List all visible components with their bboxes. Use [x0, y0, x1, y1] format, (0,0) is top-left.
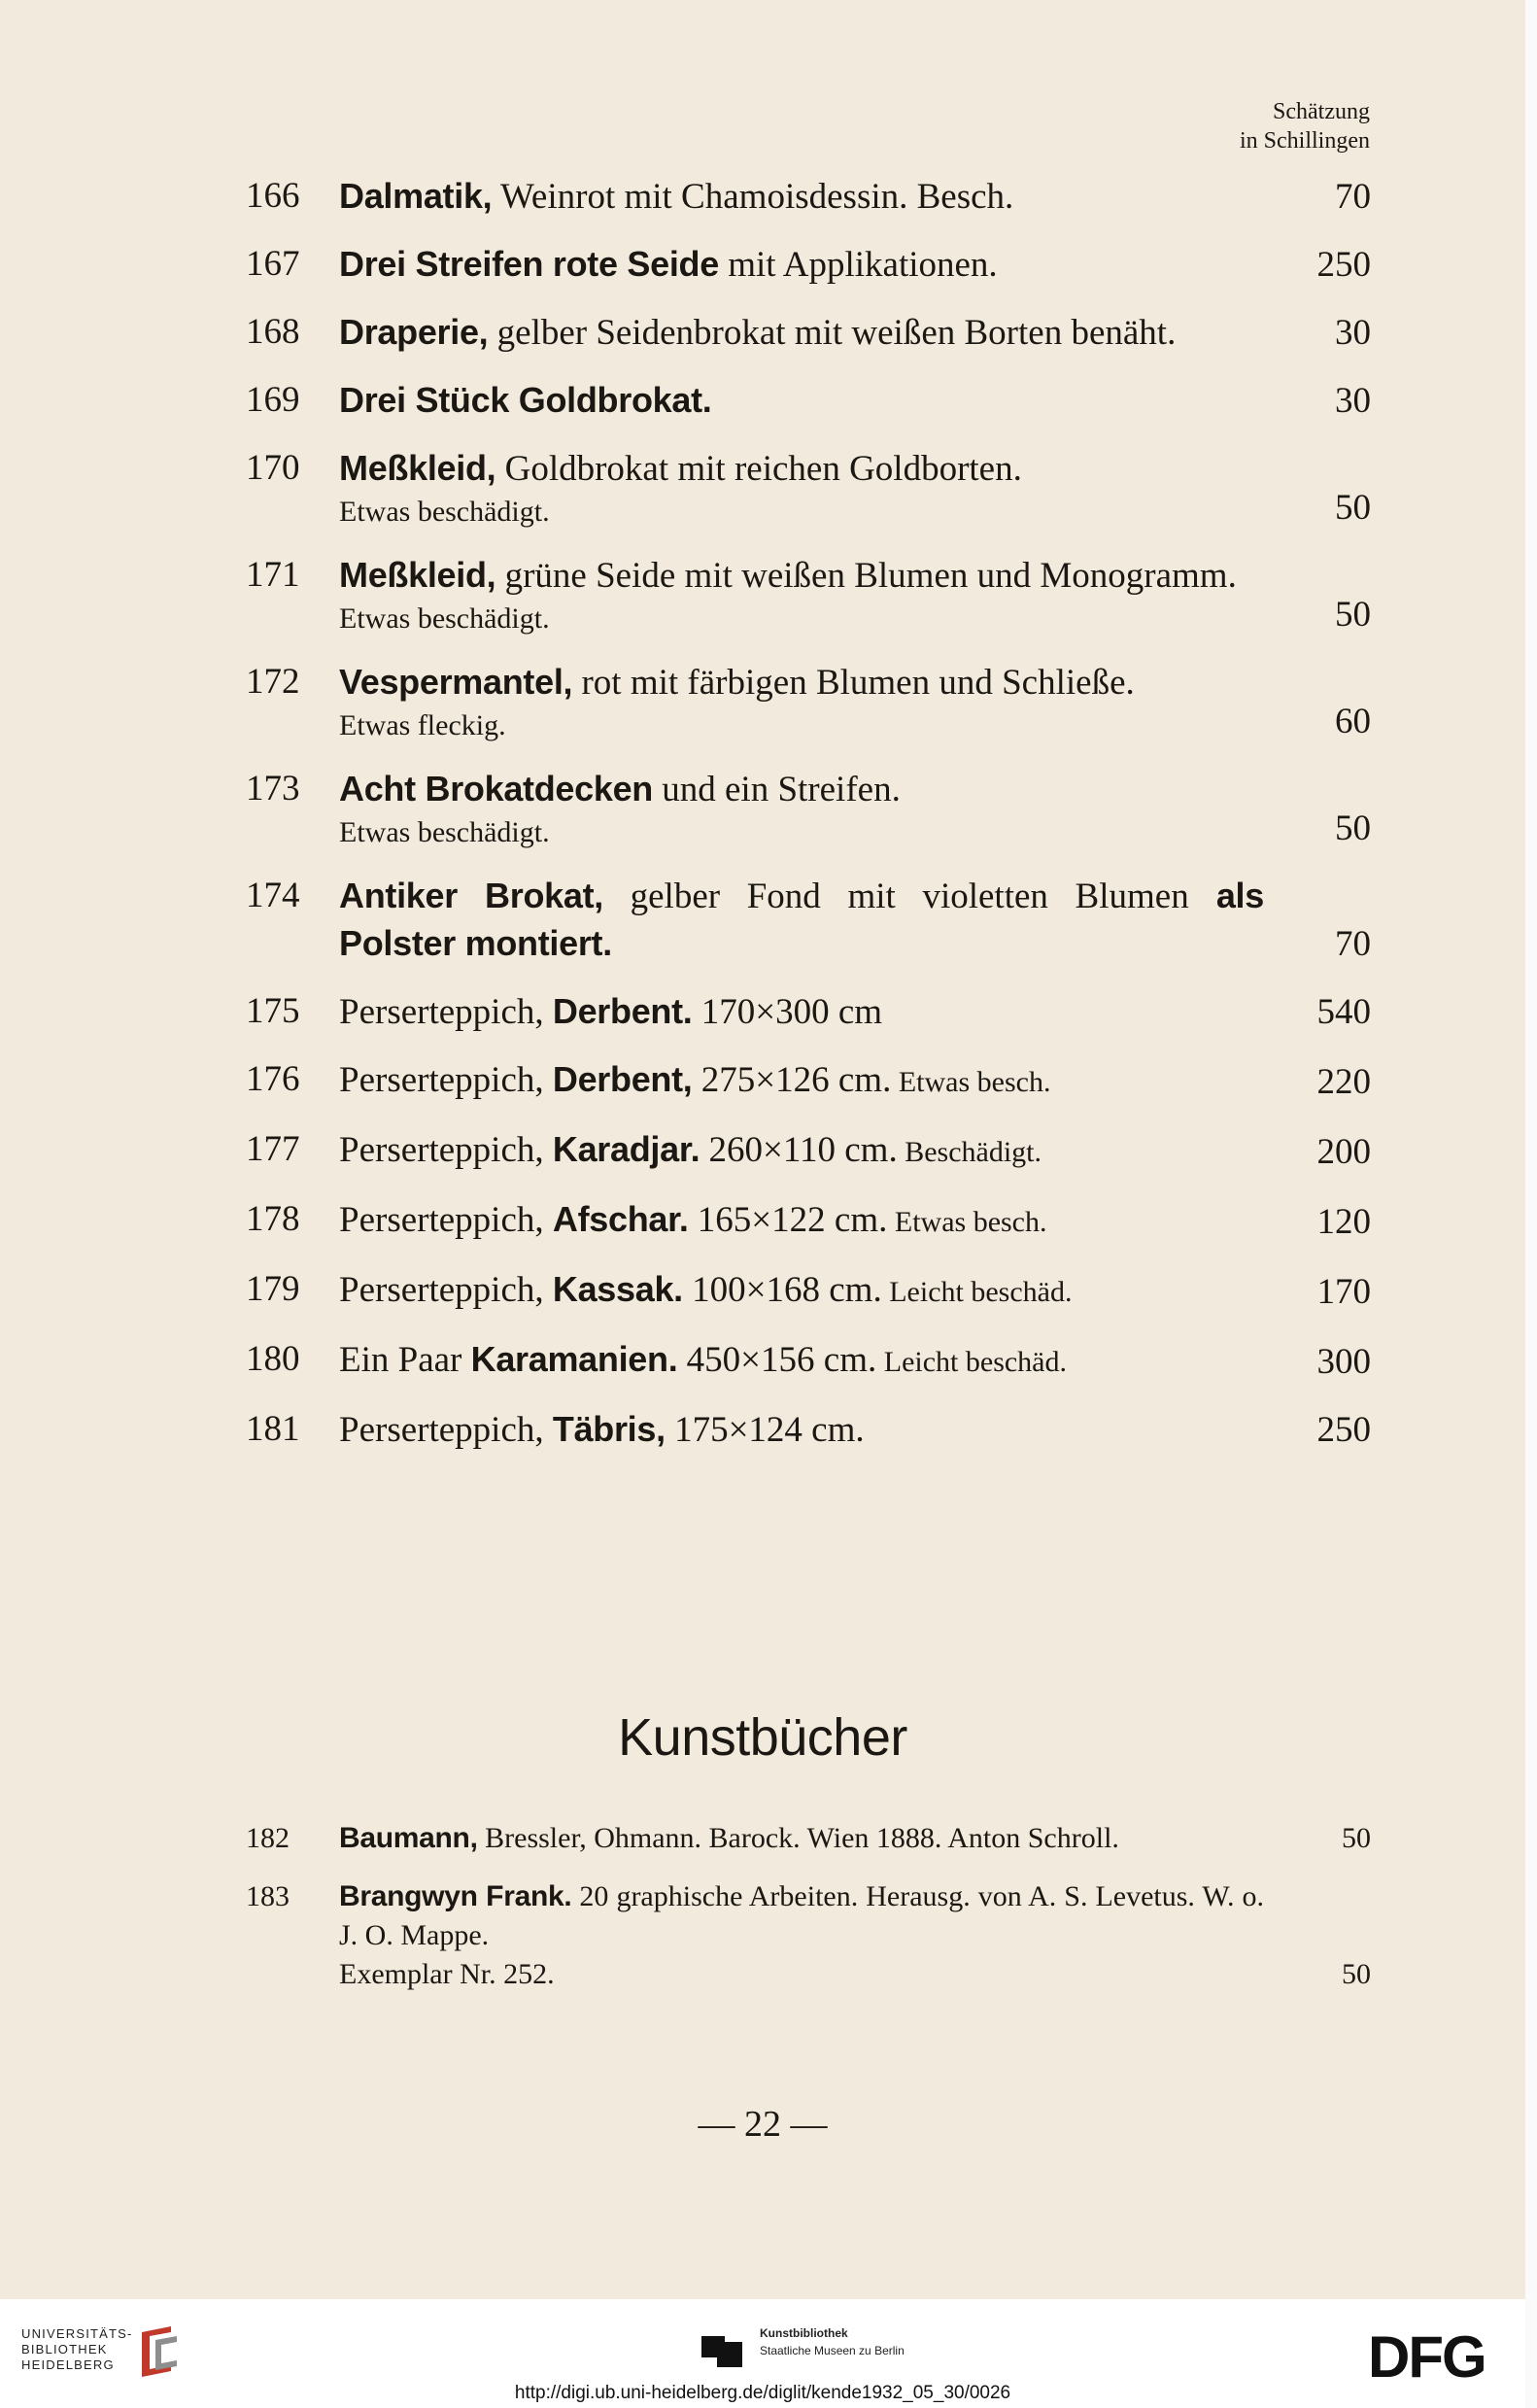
scan-margin: [1525, 0, 1537, 2408]
description-bold: Derbent.: [552, 991, 693, 1031]
permalink-url[interactable]: http://digi.ub.uni-heidelberg.de/diglit/kende1932_05_30/0026: [514, 2383, 1011, 2403]
estimate-price: 50: [1342, 1822, 1371, 1854]
estimate-header-line2: in Schillingen: [1240, 128, 1370, 154]
lot-entry: [246, 1126, 1371, 1176]
footer-bar: [0, 2299, 1525, 2408]
lot-number: 169: [246, 380, 300, 420]
uni-line-1: UNIVERSITÄTS-: [21, 2326, 133, 2341]
estimate-price: 220: [1316, 1062, 1371, 1102]
description-bold: Drei Stück Goldbrokat.: [339, 380, 712, 420]
description-bold: Täbris,: [552, 1409, 666, 1449]
condition-note: Exemplar Nr. 252.: [339, 1958, 555, 1990]
lot-number: 175: [246, 991, 300, 1031]
description-rest: gelber Fond mit violetten Blumen: [602, 877, 1189, 916]
lot-number: 170: [246, 448, 300, 488]
description-bold: Kassak.: [552, 1269, 683, 1309]
estimate-price: 50: [1335, 488, 1371, 528]
description-bold: Karamanien.: [470, 1339, 678, 1379]
lot-entry: [246, 445, 1371, 532]
lot-number: 167: [246, 244, 300, 284]
lot-number: 180: [246, 1339, 300, 1379]
estimate-price: 540: [1316, 992, 1371, 1032]
condition-note: Etwas beschädigt.: [339, 602, 550, 635]
description-rest: 165×122 cm.: [688, 1200, 888, 1240]
lot-number: 168: [246, 312, 300, 352]
lot-description: [339, 309, 1264, 357]
estimate-price: 120: [1316, 1202, 1371, 1242]
book-entry: [246, 1877, 1371, 1994]
description-rest: rot mit färbigen Blumen und Schließe.: [572, 663, 1135, 703]
estimate-price: 250: [1316, 245, 1371, 285]
description-pre: Perserteppich,: [339, 1410, 553, 1450]
lot-description: [339, 445, 1264, 532]
kunstbibliothek-logo-icon: [701, 2328, 742, 2367]
lot-description: [339, 1266, 1264, 1316]
lot-description: [339, 1877, 1264, 1994]
lot-number: 173: [246, 769, 300, 808]
description-small: Beschädigt.: [897, 1136, 1042, 1168]
estimate-price: 30: [1335, 381, 1371, 421]
description-rest: mit Applikationen.: [718, 245, 998, 285]
description-bold: Acht Brokatdecken: [339, 769, 653, 808]
description-rest: 170×300 cm: [692, 992, 883, 1032]
lot-number: 172: [246, 662, 300, 702]
description-bold: Afschar.: [552, 1199, 689, 1239]
lot-number: 182: [246, 1822, 290, 1854]
lot-entry: [246, 988, 1371, 1036]
lot-description: [339, 1406, 1264, 1454]
lot-description: [339, 766, 1264, 852]
description-small: Etwas besch.: [891, 1066, 1051, 1098]
condition-note: Etwas beschädigt.: [339, 496, 550, 528]
description-bold: Karadjar.: [552, 1129, 700, 1169]
description-bold: Draperie,: [339, 312, 489, 352]
book-list: [246, 1819, 1371, 2013]
estimate-price: 170: [1316, 1272, 1371, 1312]
lot-description: [339, 873, 1264, 968]
lot-description: [339, 1819, 1264, 1858]
uni-line-2: BIBLIOTHEK: [21, 2342, 108, 2356]
lot-number: 176: [246, 1059, 300, 1099]
lot-entry: [246, 1336, 1371, 1386]
condition-note: Etwas beschädigt.: [339, 816, 550, 848]
lot-description: [339, 659, 1264, 745]
lot-entry: [246, 659, 1371, 745]
lot-number: 174: [246, 876, 300, 915]
lot-number: 171: [246, 555, 300, 595]
description-rest: 450×156 cm.: [677, 1340, 877, 1380]
lot-description: [339, 988, 1264, 1036]
lot-description: [339, 1056, 1264, 1106]
estimate-price: 200: [1316, 1132, 1371, 1172]
book-entry: [246, 1819, 1371, 1858]
description-pre: Perserteppich,: [339, 1060, 553, 1100]
description-rest: und ein Streifen.: [653, 770, 901, 809]
lot-number: 179: [246, 1269, 300, 1309]
description-pre: Perserteppich,: [339, 1130, 553, 1170]
description-pre: Perserteppich,: [339, 992, 553, 1032]
lot-list: [246, 173, 1371, 1474]
lot-entry: [246, 1406, 1371, 1454]
dfg-logo: DFG: [1368, 2324, 1486, 2390]
description-bold: Antiker Brokat,: [339, 876, 603, 915]
lot-entry: [246, 766, 1371, 852]
description-rest: grüne Seide mit weißen Blumen und Monogramm.: [495, 556, 1237, 596]
lot-entry: [246, 377, 1371, 425]
description-bold: Meßkleid,: [339, 555, 496, 595]
description-pre: Perserteppich,: [339, 1270, 553, 1310]
description-rest: Goldbrokat mit reichen Goldborten.: [495, 449, 1022, 489]
uni-line-3: HEIDELBERG: [21, 2357, 115, 2372]
lot-entry: [246, 873, 1371, 968]
lot-number: 178: [246, 1199, 300, 1239]
description-rest: 260×110 cm.: [700, 1130, 898, 1170]
description-small: Leicht beschäd.: [881, 1276, 1073, 1308]
estimate-header: [1240, 97, 1370, 155]
description-bold: Vespermantel,: [339, 662, 573, 702]
description-rest: 20 graphische Arbeiten. Herausg. von A. S. Levetus. W. o. J. O. Mappe.: [339, 1880, 1264, 1951]
lot-description: [339, 1126, 1264, 1176]
lot-entry: [246, 241, 1371, 289]
lot-entry: [246, 1056, 1371, 1106]
lot-number: 181: [246, 1409, 300, 1449]
description-rest: 175×124 cm.: [665, 1410, 865, 1450]
description-rest: 100×168 cm.: [682, 1270, 882, 1310]
description-bold: Drei Streifen rote Seide: [339, 244, 719, 284]
description-rest: Bressler, Ohmann. Barock. Wien 1888. Anton Schroll.: [477, 1822, 1119, 1854]
description-bold: Baumann,: [339, 1822, 478, 1854]
estimate-price: 50: [1335, 808, 1371, 848]
kb-subtitle: Staatliche Museen zu Berlin: [760, 2344, 905, 2357]
description-small: Leicht beschäd.: [876, 1346, 1067, 1378]
lot-entry: [246, 1196, 1371, 1246]
lot-description: [339, 1336, 1264, 1386]
description-rest: 275×126 cm.: [692, 1060, 892, 1100]
page-number: — 22 —: [698, 2104, 828, 2145]
lot-entry: [246, 173, 1371, 221]
description-rest: gelber Seidenbrokat mit weißen Borten benäht.: [488, 313, 1177, 353]
lot-description: [339, 1196, 1264, 1246]
description-rest: Weinrot mit Chamoisdessin. Besch.: [492, 177, 1014, 217]
estimate-price: 50: [1335, 595, 1371, 635]
description-bold2: als Polster montiert.: [339, 876, 1264, 963]
kb-title: Kunstbibliothek: [760, 2326, 848, 2340]
section-title: Kunstbücher: [618, 1708, 907, 1767]
lot-entry: [246, 552, 1371, 638]
university-logo-icon: [138, 2324, 181, 2377]
lot-entry: [246, 1266, 1371, 1316]
description-bold: Brangwyn Frank.: [339, 1880, 572, 1912]
description-bold: Meßkleid,: [339, 448, 496, 488]
estimate-header-line1: Schätzung: [1273, 99, 1370, 124]
description-bold: Dalmatik,: [339, 176, 493, 216]
estimate-price: 250: [1316, 1410, 1371, 1450]
estimate-price: 60: [1335, 702, 1371, 741]
condition-note: Etwas fleckig.: [339, 709, 506, 741]
lot-entry: [246, 309, 1371, 357]
lot-description: [339, 552, 1264, 638]
lot-description: [339, 377, 1264, 425]
estimate-price: 50: [1342, 1958, 1371, 1990]
lot-number: 166: [246, 176, 300, 216]
description-small: Etwas besch.: [887, 1206, 1047, 1238]
university-library-label: [21, 2326, 133, 2373]
description-pre: Ein Paar: [339, 1340, 471, 1380]
lot-description: [339, 173, 1264, 221]
description-pre: Perserteppich,: [339, 1200, 553, 1240]
estimate-price: 30: [1335, 313, 1371, 353]
lot-description: [339, 241, 1264, 289]
lot-number: 177: [246, 1129, 300, 1169]
estimate-price: 70: [1335, 177, 1371, 217]
estimate-price: 300: [1316, 1342, 1371, 1382]
lot-number: 183: [246, 1880, 290, 1912]
estimate-price: 70: [1335, 924, 1371, 964]
description-bold: Derbent,: [552, 1059, 693, 1099]
kunstbibliothek-text: [760, 2324, 905, 2359]
